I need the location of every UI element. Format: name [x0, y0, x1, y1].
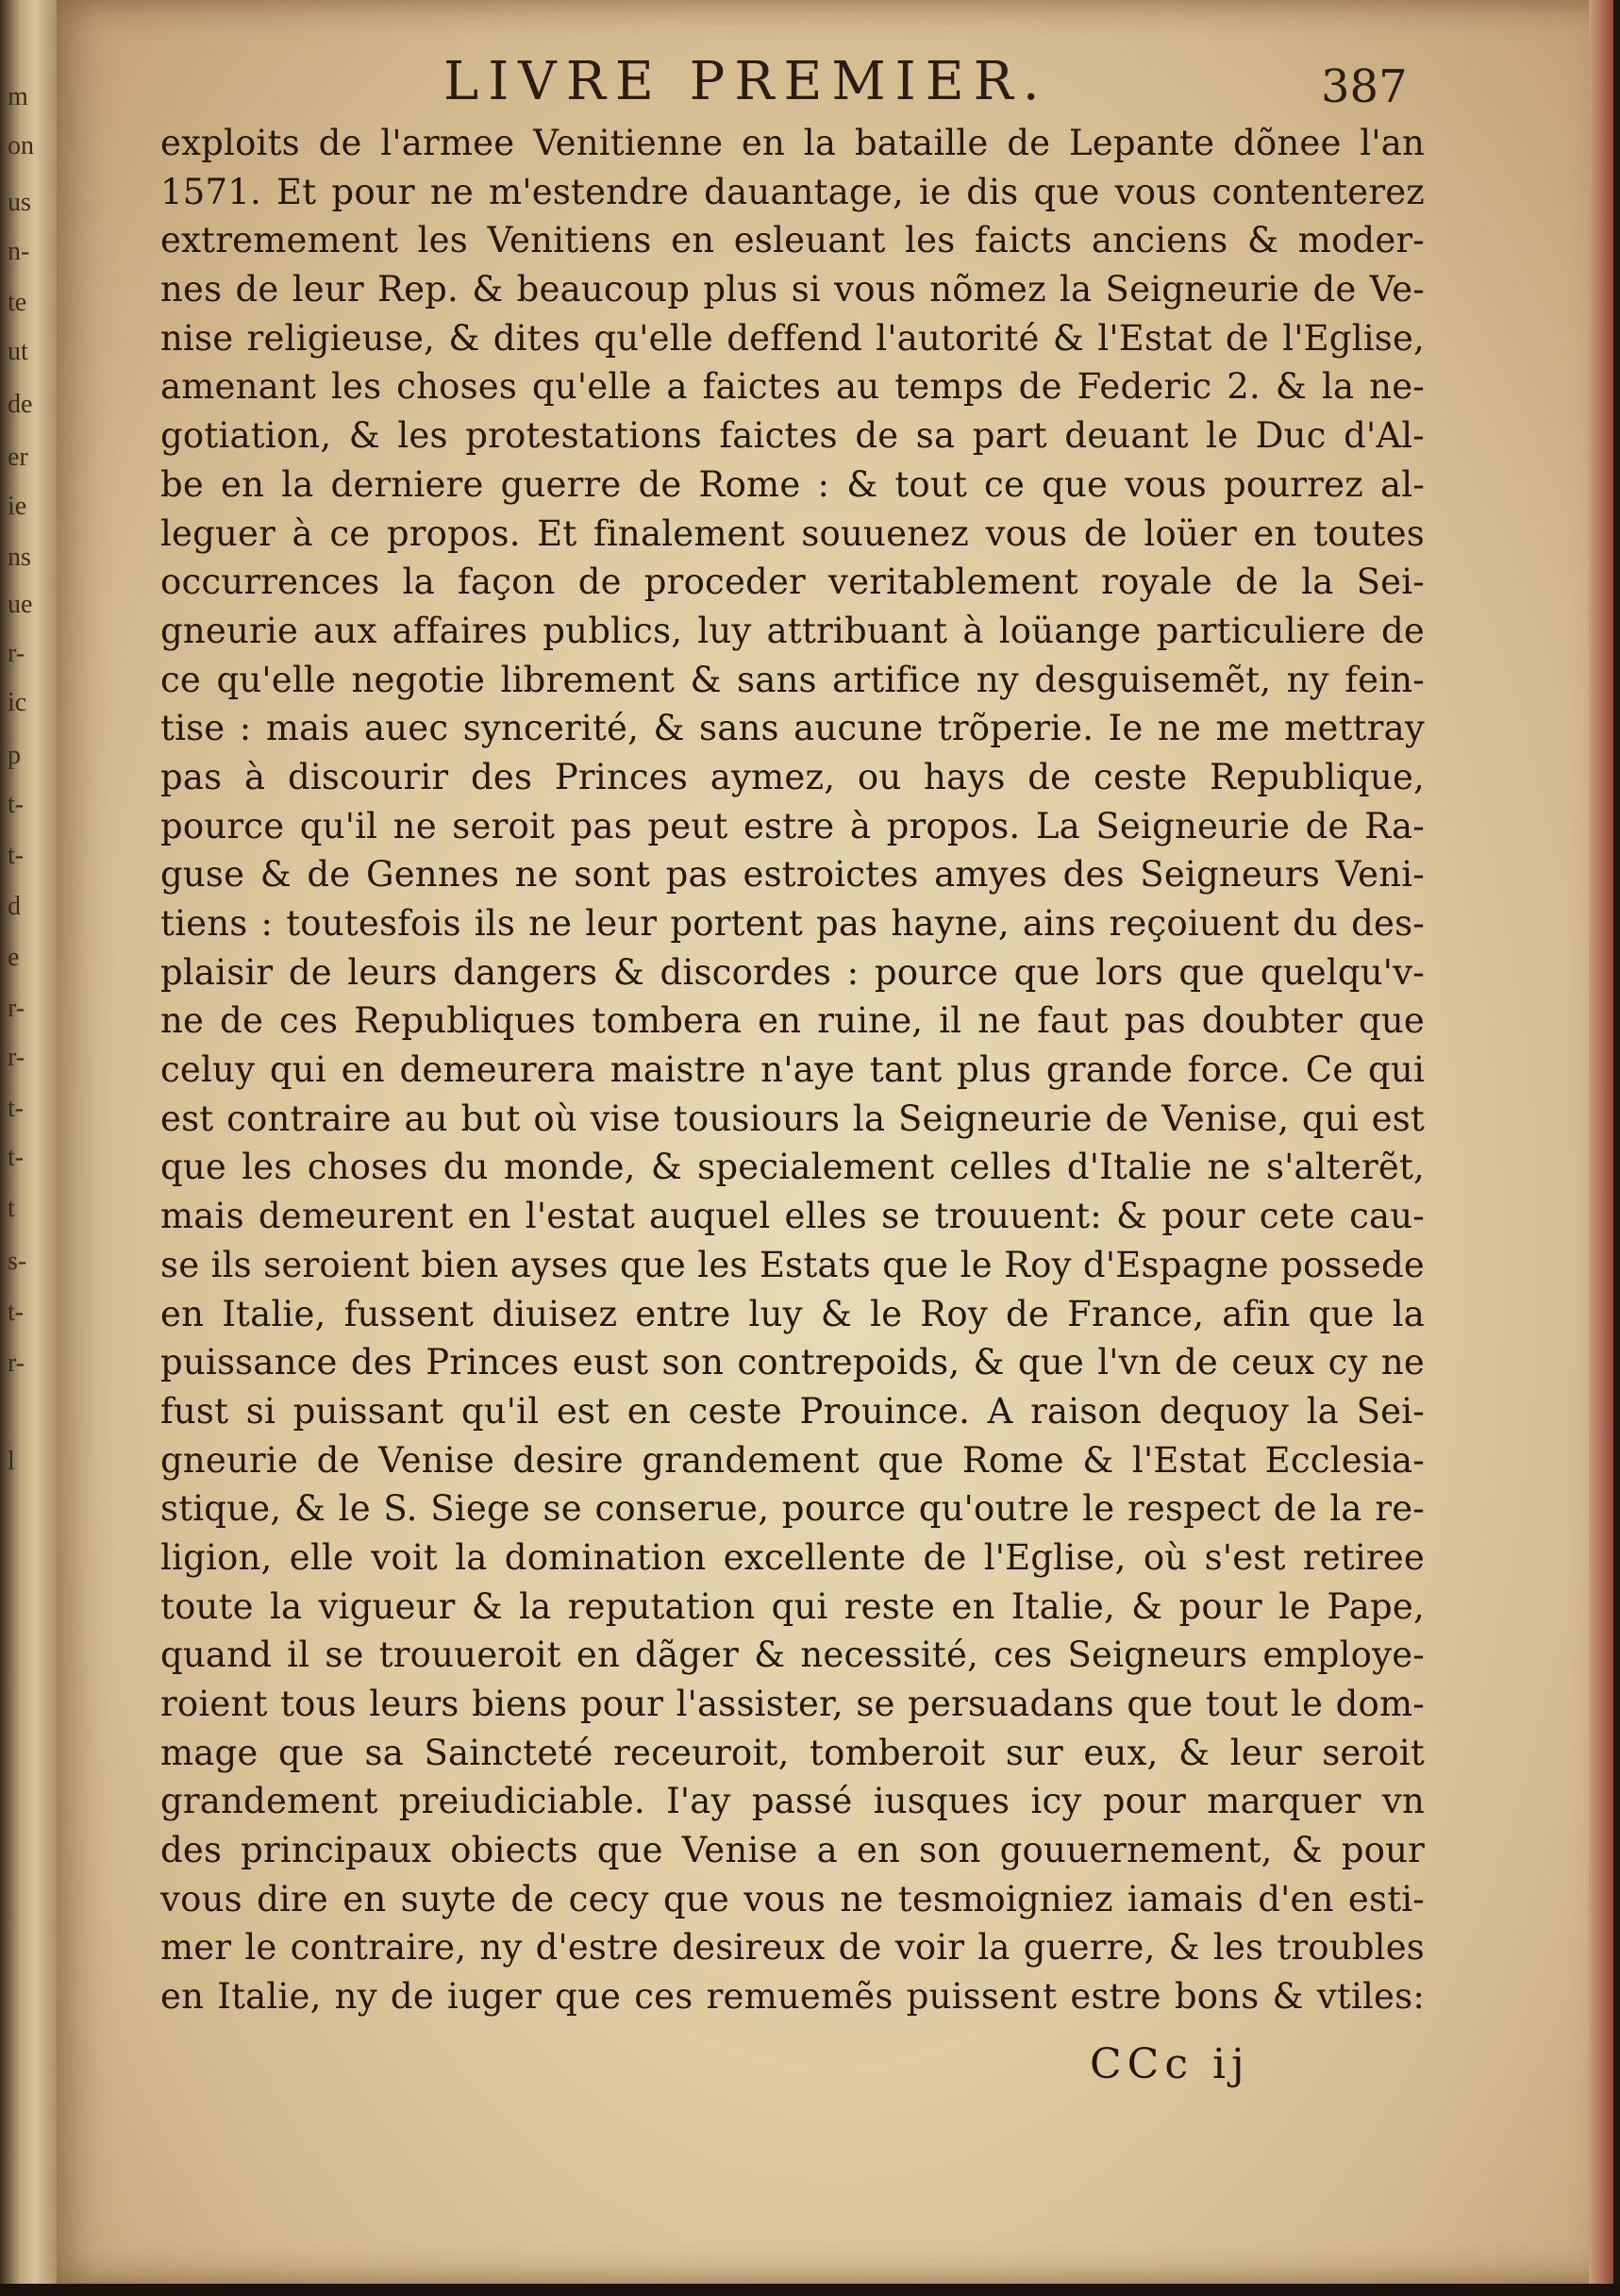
scan-bottom-edge	[0, 2284, 1620, 2296]
gutter-fragment: p	[8, 742, 21, 770]
text-line: guse & de Gennes ne sont pas estroictes amyes des Seigneurs Veni-	[160, 854, 1425, 896]
page-number: 387	[1321, 60, 1408, 113]
gutter-fragment: us	[8, 189, 31, 217]
text-line: 1571. Et pour ne m'estendre dauantage, ie dis que vous contenterez	[160, 171, 1425, 212]
text-line: occurrences la façon de proceder veritablement royale de la Sei-	[160, 561, 1425, 603]
text-line: toute la vigueur & la reputation qui reste en Italie, & pour le Pape,	[160, 1585, 1425, 1627]
gutter-fragment: te	[8, 289, 27, 317]
text-line: des principaux obiects que Venise a en son gouuernement, & pour	[160, 1830, 1425, 1871]
gutter-fragment: l	[8, 1448, 15, 1476]
text-line: exploits de l'armee Venitienne en la bataille de Lepante dõnee l'an	[160, 123, 1425, 163]
gutter-fragment: t-	[8, 1144, 25, 1172]
text-line: est contraire au but où vise tousiours la Seigneurie de Venise, qui est	[160, 1098, 1425, 1139]
gutter-fragment: t-	[8, 791, 25, 819]
running-head: LIVRE PREMIER.	[443, 51, 1049, 112]
gutter-fragment: er	[8, 444, 28, 472]
text-line: pas à discourir des Princes aymez, ou hays de ceste Republique,	[160, 756, 1425, 797]
gutter-fragment: ic	[8, 689, 27, 717]
gutter-fragment: m	[8, 83, 28, 111]
text-line: nes de leur Rep. & beaucoup plus si vous nõmez la Seigneurie de Ve-	[160, 269, 1425, 310]
gutter-fragment: de	[8, 391, 33, 419]
text-line: en Italie, ny de iuger que ces remuemẽs puissent estre bons & vtiles:	[160, 1976, 1425, 2018]
text-line: stique, & le S. Siege se conserue, pource qu'outre le respect de la re-	[160, 1488, 1425, 1530]
text-line: pource qu'il ne seroit pas peut estre à propos. La Seigneurie de Ra-	[160, 805, 1425, 846]
facing-page-gutter	[0, 0, 58, 2296]
gutter-fragment: s-	[8, 1248, 27, 1276]
text-line: tise : mais auec syncerité, & sans aucune trõperie. Ie ne me mettray	[160, 708, 1425, 749]
catchword-signature: CCc ij	[1090, 2040, 1250, 2088]
text-line: gotiation, & les protestations faictes de sa part deuant le Duc d'Al-	[160, 415, 1425, 457]
gutter-fragment: ut	[8, 338, 28, 366]
text-line: quand il se trouueroit en dãger & necessité, ces Seigneurs employe-	[160, 1634, 1425, 1676]
gutter-fragment: t-	[8, 1095, 25, 1123]
gutter-fragment: d	[8, 893, 21, 921]
gutter-fragment: r-	[8, 1044, 25, 1072]
gutter-fragment: ns	[8, 544, 31, 572]
text-line: mais demeurent en l'estat auquel elles se trouuent: & pour cete cau-	[160, 1196, 1425, 1237]
text-line: grandement preiudiciable. I'ay passé iusques icy pour marquer vn	[160, 1781, 1425, 1822]
text-line: vous dire en suyte de cecy que vous ne tesmoigniez iamais d'en esti-	[160, 1878, 1425, 1919]
text-line: se ils seroient bien ayses que les Estats que le Roy d'Espagne possede	[160, 1244, 1425, 1285]
body-text	[160, 119, 1425, 2021]
text-line: be en la derniere guerre de Rome : & tout ce que vous pourrez al-	[160, 463, 1425, 505]
text-line: en Italie, fussent diuisez entre luy & le Roy de France, afin que la	[160, 1293, 1425, 1334]
text-line: gneurie de Venise desire grandement que Rome & l'Estat Ecclesia-	[160, 1439, 1425, 1481]
text-line: fust si puissant qu'il est en ceste Prouince. A raison dequoy la Sei-	[160, 1390, 1425, 1432]
text-line: celuy qui en demeurera maistre n'aye tant plus grande force. Ce qui	[160, 1049, 1425, 1091]
gutter-fragment: ue	[8, 591, 33, 619]
gutter-fragment: t	[8, 1195, 15, 1223]
text-line: tiens : toutesfois ils ne leur portent pas hayne, ains reçoiuent du des-	[160, 903, 1425, 944]
gutter-fragment: ie	[8, 493, 27, 521]
text-line: roient tous leurs biens pour l'assister, se persuadans que tout le dom-	[160, 1684, 1425, 1724]
text-line: plaisir de leurs dangers & discordes : pource que lors que quelqu'v-	[160, 951, 1425, 993]
text-line: amenant les choses qu'elle a faictes au temps de Federic 2. & la ne-	[160, 366, 1425, 408]
text-line: mer le contraire, ny d'estre desireux de voir la guerre, & les troubles	[160, 1927, 1425, 1969]
gutter-fragment: t-	[8, 842, 25, 870]
text-line: leguer à ce propos. Et finalement souuenez vous de loüer en toutes	[160, 512, 1425, 554]
text-line: nise religieuse, & dites qu'elle deffend l'autorité & l'Estat de l'Eglise,	[160, 317, 1425, 359]
page-fore-edge	[1589, 0, 1613, 2284]
gutter-fragment: t-	[8, 1299, 25, 1327]
gutter-fragment: r-	[8, 640, 25, 668]
text-line: puissance des Princes eust son contrepoids, & que l'vn de ceux cy ne	[160, 1342, 1425, 1383]
text-line: ce qu'elle negotie librement & sans artifice ny desguisemẽt, ny fein-	[160, 659, 1425, 700]
gutter-fragment: e	[8, 944, 20, 972]
gutter-fragment: n-	[8, 238, 30, 266]
text-line: ligion, elle voit la domination excellente de l'Eglise, où s'est retiree	[160, 1536, 1425, 1578]
text-line: mage que sa Saincteté receuroit, tomberoit sur eux, & leur seroit	[160, 1732, 1425, 1773]
gutter-fragment: r-	[8, 1349, 25, 1378]
text-line: ne de ces Republiques tombera en ruine, il ne faut pas doubter que	[160, 1000, 1425, 1042]
gutter-fragment: on	[8, 132, 34, 160]
text-line: extremement les Venitiens en esleuant les faicts anciens & moder-	[160, 220, 1425, 261]
text-line: que les choses du monde, & specialement celles d'Italie ne s'alterẽt,	[160, 1147, 1425, 1188]
gutter-fragment: r-	[8, 995, 25, 1023]
text-line: gneurie aux affaires publics, luy attribuant à loüange particuliere de	[160, 610, 1425, 651]
